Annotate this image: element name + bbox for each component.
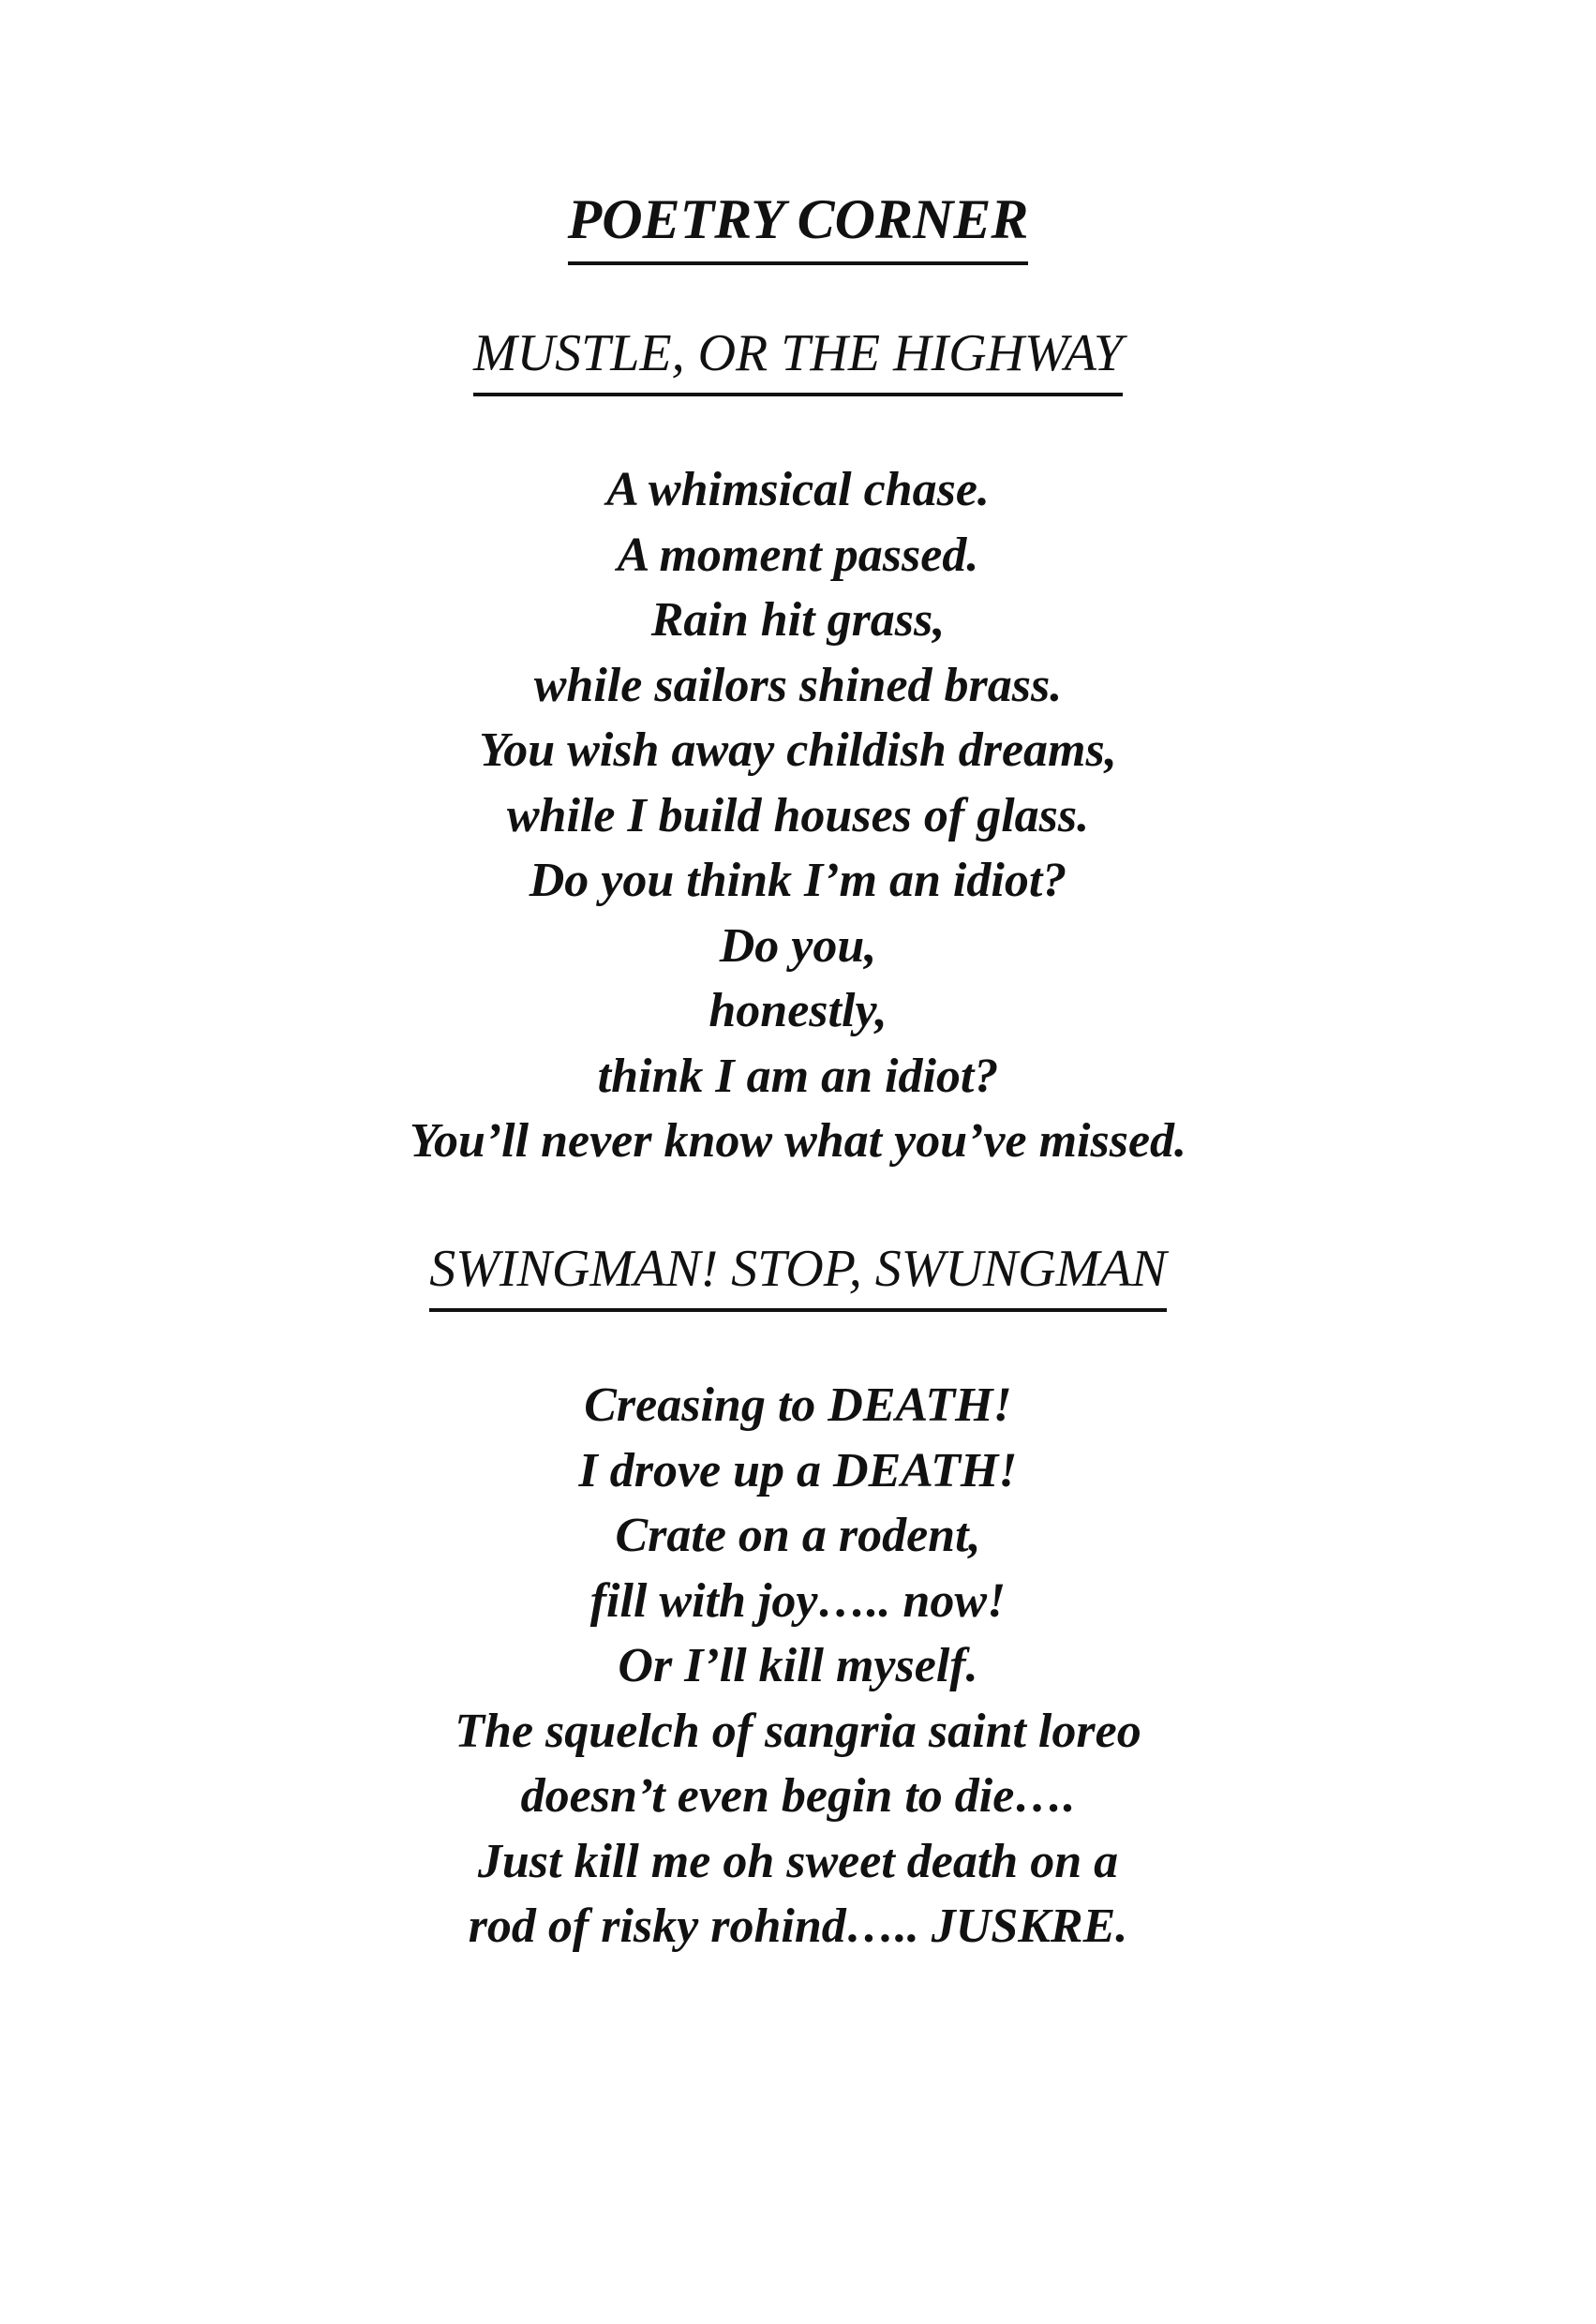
poem-line: fill with joy….. now! [589,1573,1007,1628]
poem-line: think I am an idiot? [597,1049,999,1103]
poem-2-body [0,1373,1596,1959]
poem-line: Rain hit grass, [650,593,946,647]
poem-line: Crate on a rodent, [615,1509,981,1562]
poem-2-title [0,1239,1596,1312]
poem-line: doesn’t even begin to die…. [520,1769,1076,1823]
poem-line: rod of risky rohind….. JUSKRE. [468,1899,1128,1953]
poem-line: You wish away childish dreams, [479,723,1117,777]
poem-line: I drove up a DEATH! [578,1443,1018,1497]
poem-line: A moment passed. [617,528,979,582]
poem-1-title-text: MUSTLE, OR THE HIGHWAY [473,323,1123,396]
page-title [0,187,1596,265]
poem-line: You’ll never know what you’ve missed. [409,1114,1187,1168]
poem-1-body [0,457,1596,1174]
poem-line: while sailors shined brass. [533,658,1063,712]
poem-line: Just kill me oh sweet death on a [477,1834,1119,1888]
poem-line: honestly, [709,984,887,1037]
poem-line: Or I’ll kill myself. [618,1639,978,1692]
poem-line: Do you, [719,918,877,973]
poem-line: A whimsical chase. [606,463,990,516]
poem-line: Do you think I’m an idiot? [529,854,1067,907]
poem-line: while I build houses of glass. [506,788,1090,842]
poem-1-title [0,323,1596,396]
poem-2-title-text: SWINGMAN! STOP, SWUNGMAN [429,1239,1167,1312]
page-title-text: POETRY CORNER [568,187,1029,265]
poem-line: The squelch of sangria saint loreo [455,1704,1141,1758]
poem-line: Creasing to DEATH! [584,1378,1012,1432]
